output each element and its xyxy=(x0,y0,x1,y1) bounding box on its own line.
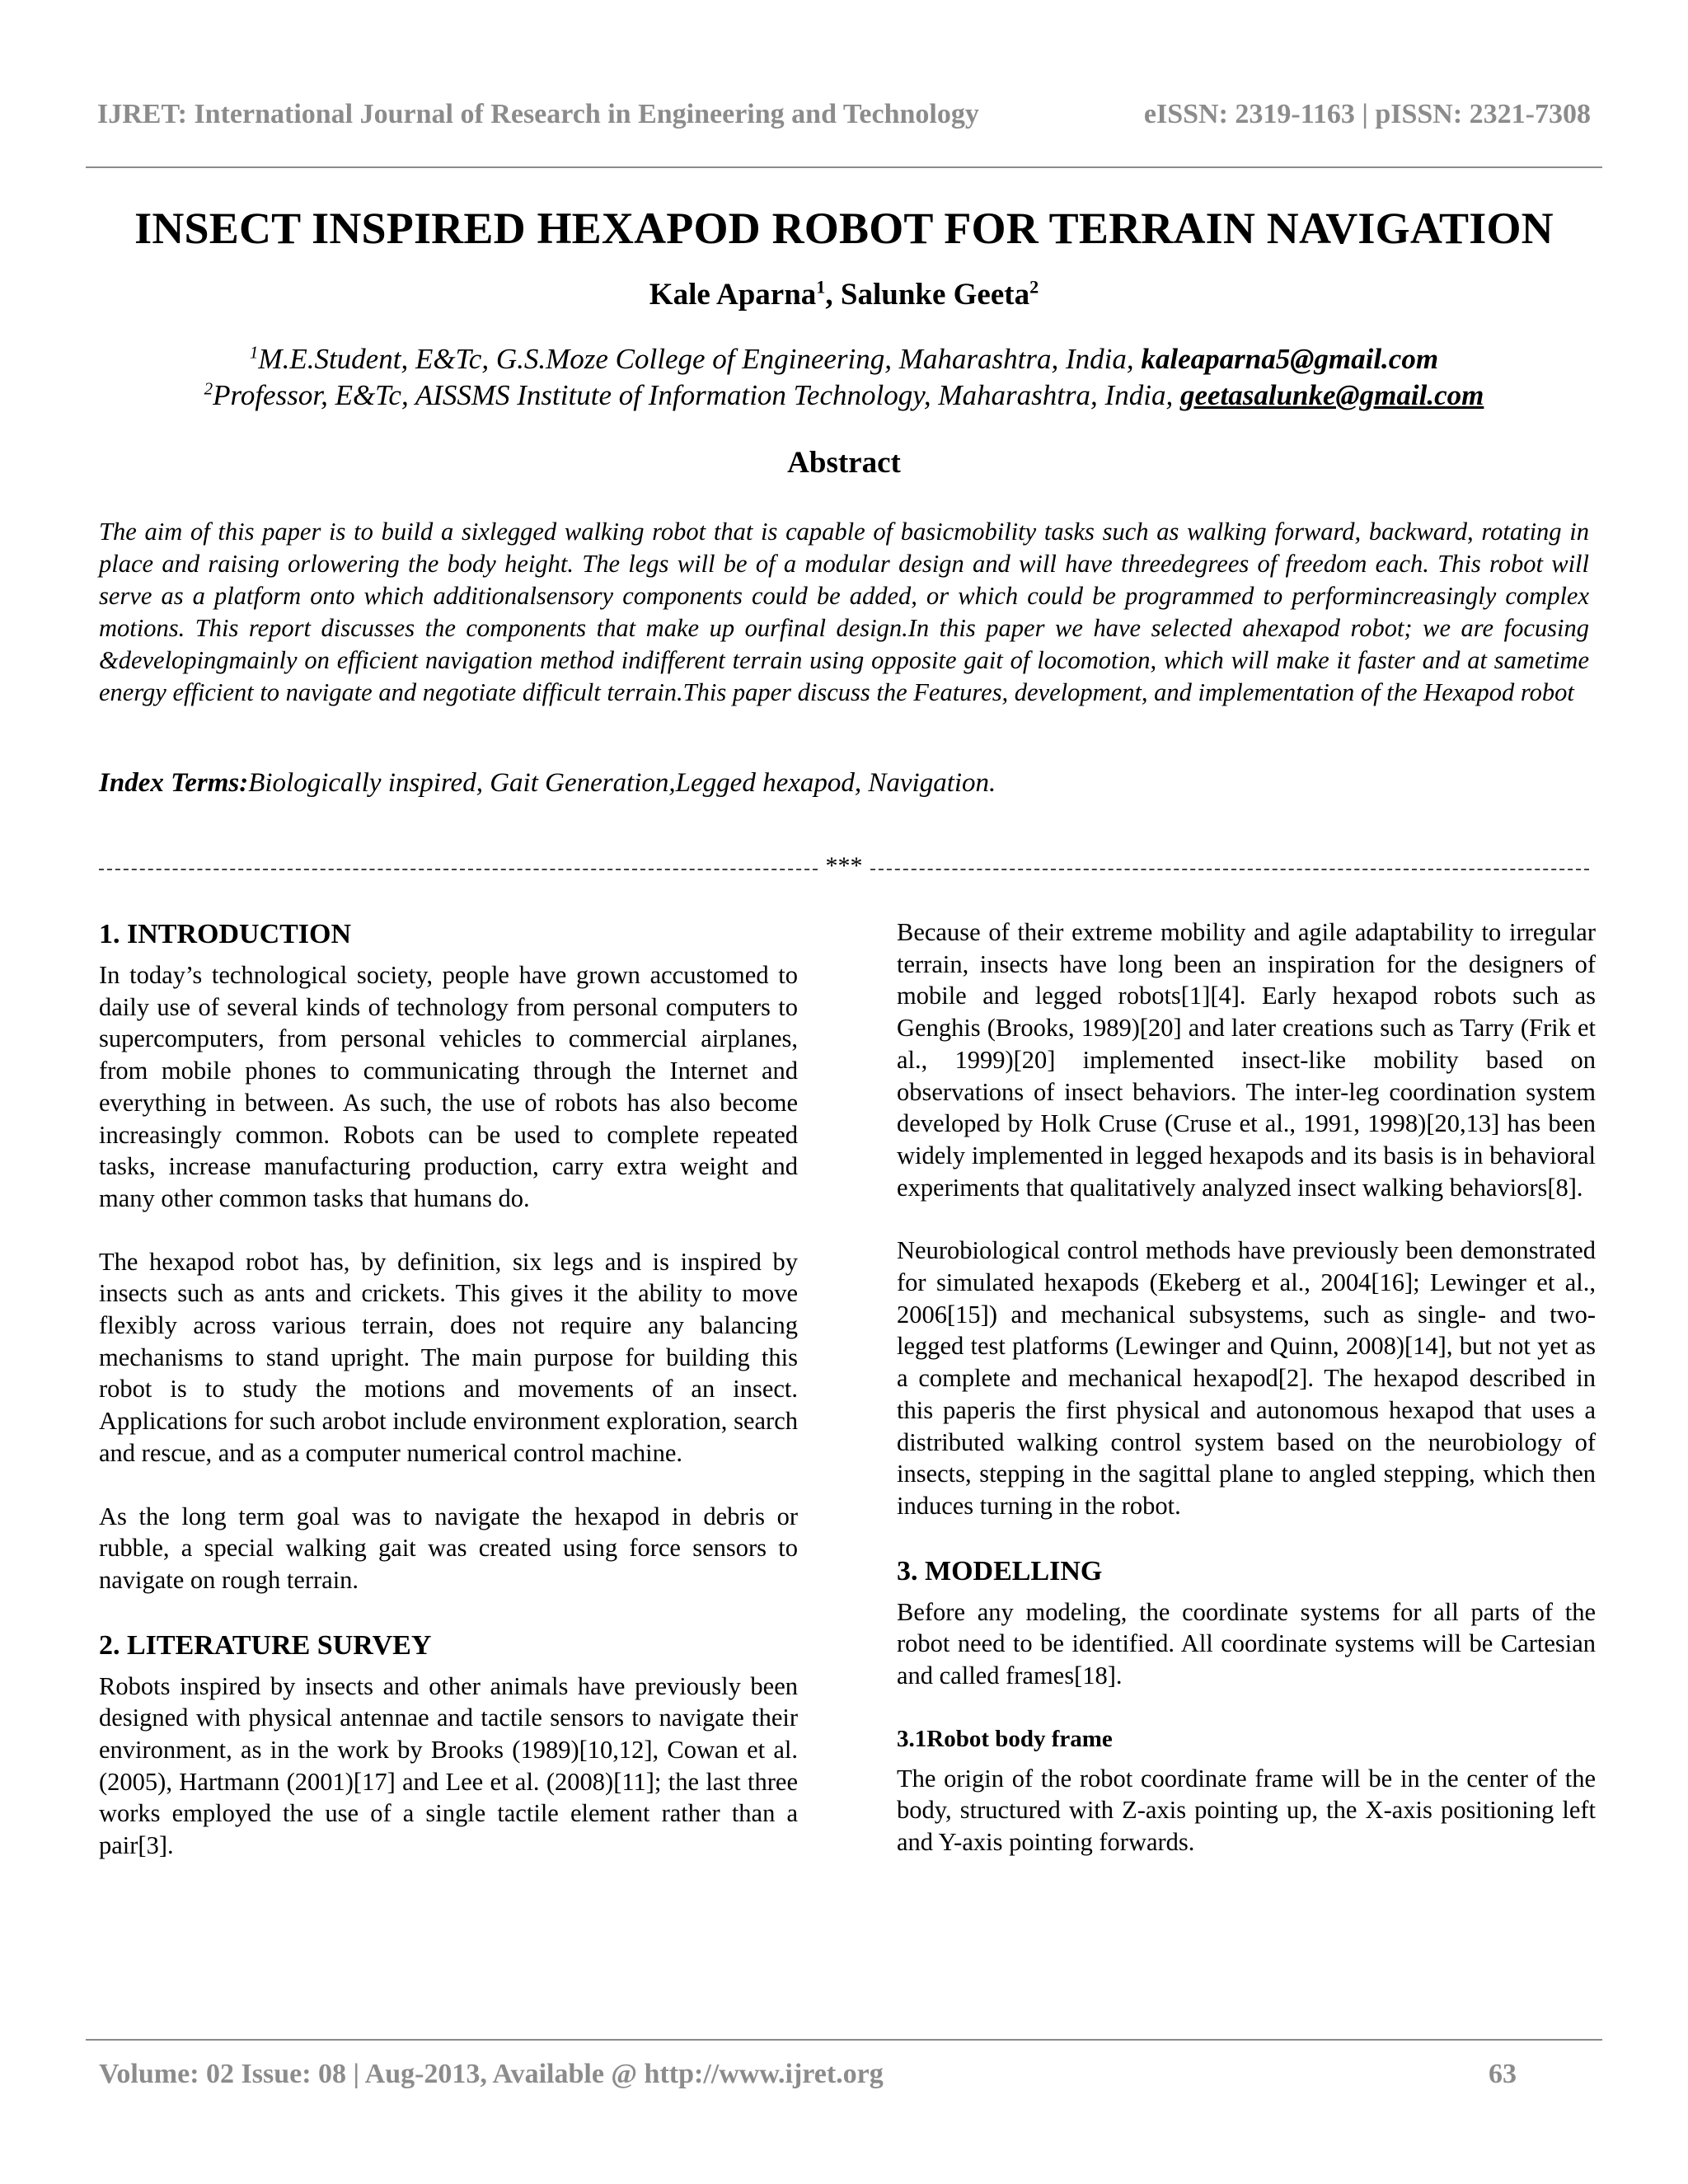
index-terms xyxy=(99,768,1589,799)
body-paragraph: Robots inspired by insects and other animals have previously been designed with physical antennae and tactile sensors to navigate their environment, as in the work by Brooks (1989)[10,12], Cowan et al. (2005), Hartmann (2001)[17] and Lee et al. (2008)[11]; the last three works employed the use of a single tactile element rather than a pair[3]. xyxy=(99,1671,798,1860)
author-email[interactable]: kaleaparna5@gmail.com xyxy=(1141,343,1439,375)
body-paragraph: The hexapod robot has, by definition, six legs and is inspired by insects such as ants and crickets. This gives it the ability to move flexibly across various terrain, does not require any balancing mechanisms to stand upright. The main purpose for building this robot is to study the motions and movements of an insect. Applications for such arobot include environment exploration, search and rescue, and as a computer numerical control machine. xyxy=(99,1247,798,1467)
subsection-heading-robot-body-frame: 3.1Robot body frame xyxy=(897,1725,1113,1752)
affiliation-mark: 1 xyxy=(249,342,259,363)
abstract-text: The aim of this paper is to build a sixlegged walking robot that is capable of basicmobility tasks such as walking forward, backward, rotating in place and raising orlowering the body height. The legs will be of a modular design and will have threedegrees of freedom each. This robot will serve as a platform onto which additionalsensory components could be added, or which could be programmed to performincreasingly complex motions. This report discusses the components that make up ourfinal design.In this paper we have selected ahexapod robot; we are focusing &developingmainly on efficient navigation method indifferent terrain using opposite gait of locomotion, which will make it faster and at sametime energy efficient to navigate and negotiate difficult terrain.This paper discuss the Features, development, and implementation of the Hexapod robot xyxy=(99,518,1589,706)
body-paragraph: Because of their extreme mobility and agile adaptability to irregular terrain, insects have long been an inspiration for the designers of mobile and legged robots[1][4]. Early hexapod robots such as Genghis (Brooks, 1989)[20] and later creations such as Tarry (Frik et al., 1999)[20] implemented insect-like mobility based on observations of insect behaviors. The inter-leg coordination system developed by Holk Cruse (Cruse et al., 1991, 1998)[20,13] has been widely implemented in legged hexapods and its basis is in behavioral experiments that qualitatively analyzed insect walking behaviors[8]. xyxy=(897,918,1596,1202)
index-terms-label: Index Terms: xyxy=(99,768,249,798)
affiliation-mark: 2 xyxy=(204,378,213,399)
left-column xyxy=(99,916,798,1893)
author-affiliation-mark: 1 xyxy=(816,276,826,298)
separator-dashes-right xyxy=(870,869,1589,870)
section-heading-literature-survey: 2. LITERATURE SURVEY xyxy=(99,1629,432,1661)
separator-stars: *** xyxy=(825,852,863,879)
author-email[interactable]: geetasalunke@gmail.com xyxy=(1179,379,1484,411)
page-number: 63 xyxy=(1489,2059,1517,2089)
affiliation-1 xyxy=(86,343,1602,376)
body-paragraph: Before any modeling, the coordinate systems for all parts of the robot need to be identified. All coordinate systems will be Cartesian and called frames[18]. xyxy=(897,1597,1596,1690)
affiliation-2 xyxy=(86,379,1602,412)
issn-info: eISSN: 2319-1163 | pISSN: 2321-7308 xyxy=(1143,99,1591,129)
affiliation-text: M.E.Student, E&Tc, G.S.Moze College of Engineering, Maharashtra, India, xyxy=(258,343,1142,375)
section-heading-introduction: 1. INTRODUCTION xyxy=(99,919,352,949)
header-rule xyxy=(86,166,1602,168)
footer-volume-info: Volume: 02 Issue: 08 | Aug-2013, Available @ http://www.ijret.org xyxy=(99,2059,884,2089)
right-column xyxy=(897,916,1596,1890)
body-paragraph: As the long term goal was to navigate the hexapod in debris or rubble, a special walking gait was created using force sensors to navigate on rough terrain. xyxy=(99,1502,798,1594)
body-paragraph: In today’s technological society, people have grown accustomed to daily use of several kinds of technology from personal computers to supercomputers, from personal vehicles to commercial airplanes, from mobile phones to communicating through the Internet and everything in between. As such, the use of robots has also become increasingly common. Robots can be used to complete repeated tasks, increase manufacturing production, carry extra weight and many other common tasks that humans do. xyxy=(99,961,798,1212)
author-name: Salunke Geeta xyxy=(840,278,1030,312)
author-list xyxy=(86,277,1602,312)
author-name: Kale Aparna xyxy=(649,278,817,312)
body-paragraph: Neurobiological control methods have previously been demonstrated for simulated hexapods (Ekeberg et al., 2004[16]; Lewinger et al., 2006[15]) and mechanical subsystems, such as single- and two-legged test platforms (Lewinger and Quinn, 2008)[14], but not yet as a complete and mechanical hexapod[2]. The hexapod described in this paperis the first physical and autonomous hexapod that uses a distributed walking control system based on the neurobiology of insects, stepping in the sagittal plane to angled stepping, which then induces turning in the robot. xyxy=(897,1236,1596,1520)
footer-rule xyxy=(86,2039,1602,2041)
body-paragraph: The origin of the robot coordinate frame will be in the center of the body, structured with Z-axis pointing up, the X-axis positioning left and Y-axis pointing forwards. xyxy=(897,1764,1596,1857)
journal-name: IJRET: International Journal of Research in Engineering and Technology xyxy=(97,99,979,129)
affiliation-text: Professor, E&Tc, AISSMS Institute of Information Technology, Maharashtra, India, xyxy=(213,379,1180,411)
author-separator: , xyxy=(825,278,841,312)
index-terms-text: Biologically inspired, Gait Generation,Legged hexapod, Navigation. xyxy=(248,768,996,798)
separator-dashes-left xyxy=(99,869,818,870)
section-separator xyxy=(99,852,1589,877)
paper-title: INSECT INSPIRED HEXAPOD ROBOT FOR TERRAIN NAVIGATION xyxy=(134,204,1554,253)
section-heading-modelling: 3. MODELLING xyxy=(897,1555,1103,1586)
abstract-heading: Abstract xyxy=(787,446,901,480)
author-affiliation-mark: 2 xyxy=(1029,276,1039,298)
